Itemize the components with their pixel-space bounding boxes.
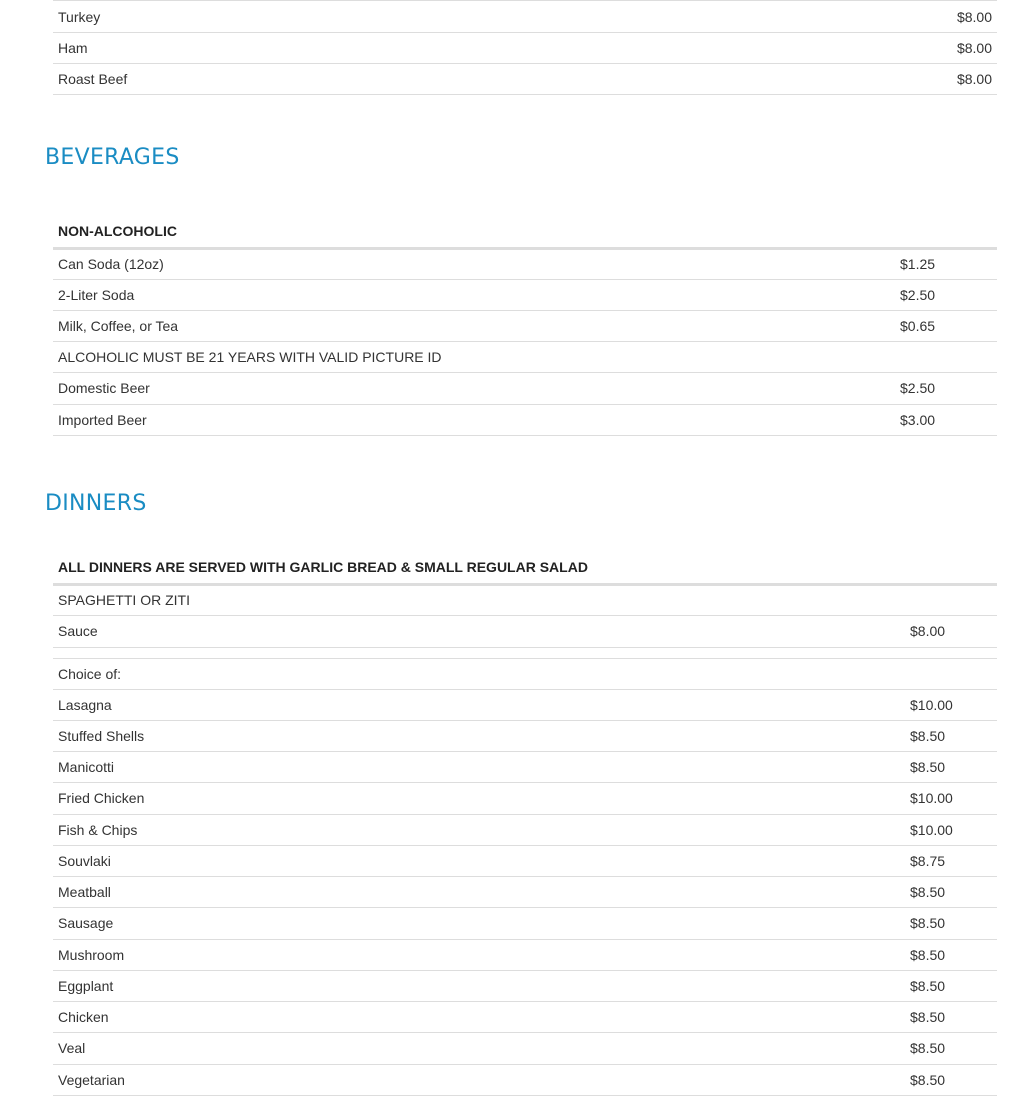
table-header-label: NON-ALCOHOLIC [53, 216, 997, 248]
item-name: Meatball [53, 877, 905, 908]
item-price: $8.50 [905, 752, 997, 783]
table-header-label: ALL DINNERS ARE SERVED WITH GARLIC BREAD & SMALL REGULAR SALAD [53, 552, 997, 584]
item-price: $8.00 [655, 1, 997, 33]
item-name: Milk, Coffee, or Tea [53, 310, 895, 341]
dinner-items [53, 689, 997, 1095]
item-name: Chicken [53, 1002, 905, 1033]
table-row [53, 404, 997, 435]
item-price: $8.50 [905, 970, 997, 1001]
item-name: 2-Liter Soda [53, 279, 895, 310]
item-name: Sauce [53, 615, 905, 647]
item-price: $8.50 [905, 1033, 997, 1064]
item-price: $8.50 [905, 908, 997, 939]
item-name: Domestic Beer [53, 372, 895, 404]
table-header [53, 216, 997, 248]
table-row [53, 908, 997, 939]
table-row [53, 615, 997, 647]
item-name: Mushroom [53, 939, 905, 970]
item-price: $8.50 [905, 1002, 997, 1033]
item-price: $8.00 [655, 33, 997, 64]
table-row [53, 33, 997, 64]
item-price: $0.65 [895, 310, 997, 341]
item-name: Imported Beer [53, 404, 895, 435]
item-price: $8.50 [905, 720, 997, 751]
table-row [53, 584, 997, 615]
item-name: Vegetarian [53, 1064, 905, 1095]
item-name: Ham [53, 33, 655, 64]
item-price: $10.00 [905, 689, 997, 720]
table-row [53, 248, 997, 279]
item-name: Stuffed Shells [53, 720, 905, 751]
table-row [53, 970, 997, 1001]
item-name: Turkey [53, 1, 655, 33]
item-price: $10.00 [905, 783, 997, 814]
table-header [53, 552, 997, 584]
table-row [53, 1033, 997, 1064]
table-row [53, 1002, 997, 1033]
item-price: $8.50 [905, 1064, 997, 1095]
item-name: Eggplant [53, 970, 905, 1001]
table-row [53, 372, 997, 404]
table-row [53, 689, 997, 720]
table-row [53, 279, 997, 310]
choice-label: Choice of: [53, 658, 997, 689]
item-name: Fried Chicken [53, 783, 905, 814]
item-name: Lasagna [53, 689, 905, 720]
item-name: Sausage [53, 908, 905, 939]
table-row [53, 310, 997, 341]
item-name: Can Soda (12oz) [53, 248, 895, 279]
item-price: $1.25 [895, 248, 997, 279]
subheading: SPAGHETTI OR ZITI [53, 584, 997, 615]
table-row [53, 845, 997, 876]
item-name: Roast Beef [53, 64, 655, 95]
item-price: $8.50 [905, 939, 997, 970]
section-title-dinners: DINNERS [45, 491, 147, 516]
item-price: $2.50 [895, 279, 997, 310]
table-row [53, 814, 997, 845]
table-row [53, 1, 997, 33]
dinners-table [53, 552, 997, 1096]
item-price: $2.50 [895, 372, 997, 404]
item-price: $3.00 [895, 404, 997, 435]
section-title-beverages: BEVERAGES [45, 145, 180, 170]
item-price: $8.75 [905, 845, 997, 876]
table-row [53, 720, 997, 751]
item-name: Manicotti [53, 752, 905, 783]
item-price: $8.00 [905, 615, 997, 647]
item-price: $8.50 [905, 877, 997, 908]
table-row [53, 877, 997, 908]
table-row [53, 752, 997, 783]
item-price: $10.00 [905, 814, 997, 845]
beverages-table [53, 216, 997, 436]
spacer-row [53, 647, 997, 658]
table-row [53, 939, 997, 970]
item-name: Fish & Chips [53, 814, 905, 845]
item-name: Souvlaki [53, 845, 905, 876]
table-row [53, 341, 997, 372]
item-name: Veal [53, 1033, 905, 1064]
item-price: $8.00 [655, 64, 997, 95]
table-row [53, 64, 997, 95]
sandwich-table [53, 0, 997, 95]
table-row [53, 658, 997, 689]
alcoholic-note: ALCOHOLIC MUST BE 21 YEARS WITH VALID PICTURE ID [53, 341, 997, 372]
table-row [53, 1064, 997, 1095]
table-row [53, 783, 997, 814]
